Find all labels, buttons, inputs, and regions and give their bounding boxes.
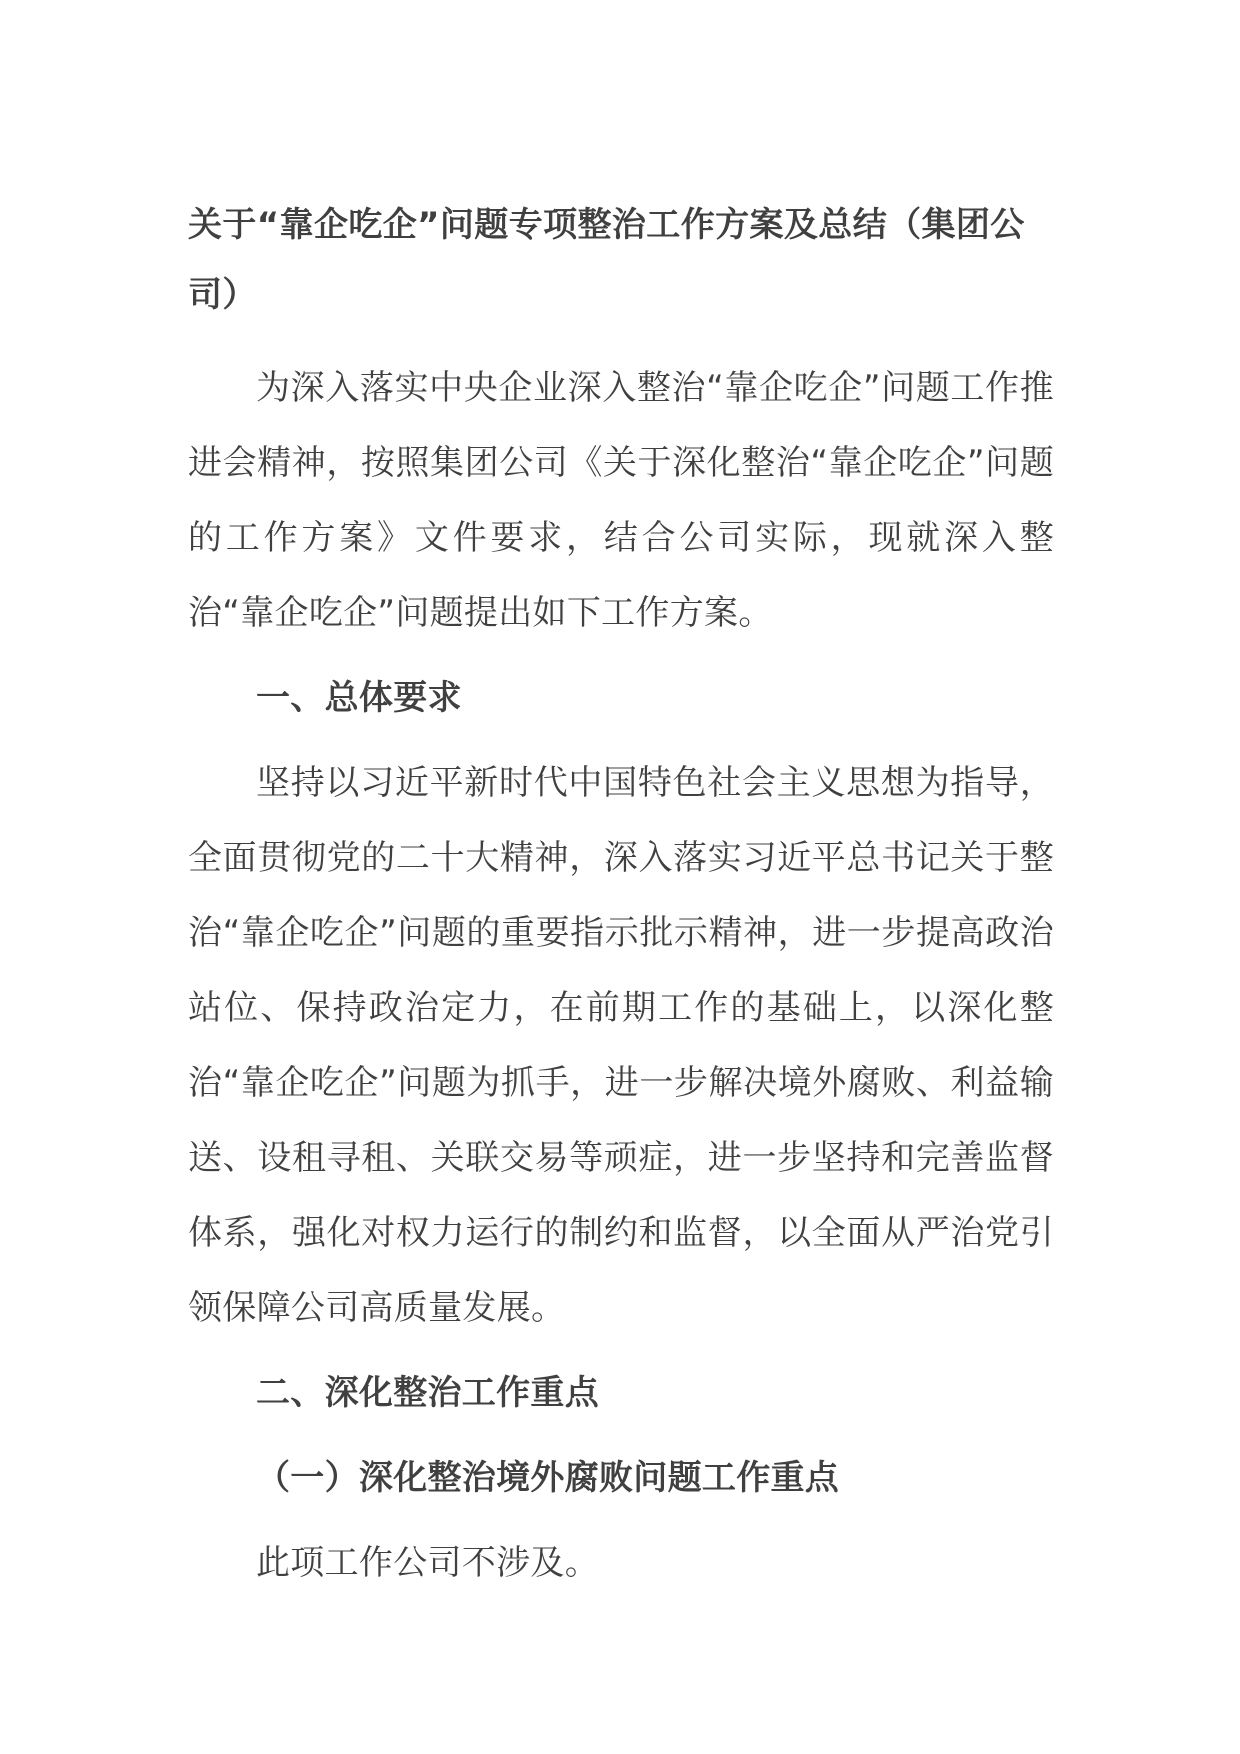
subsection-heading-overseas-corruption: （一）深化整治境外腐败问题工作重点 — [256, 1458, 840, 1498]
subsection-body-overseas-corruption: 此项工作公司不涉及。 — [256, 1543, 599, 1583]
intro-paragraph: 为深入落实中央企业深入整治“靠企吃企”问题工作推进会精神，按照集团公司《关于深化整治“靠企吃企”问题的工作方案》文件要求，结合公司实际，现就深入整治“靠企吃企”问题提出如下工作方案。 — [188, 368, 1054, 633]
section-body-general-requirements: 坚持以习近平新时代中国特色社会主义思想为指导，全面贯彻党的二十大精神，深入落实习近平总书记关于整治“靠企吃企”问题的重要指示批示精神，进一步提高政治站位、保持政治定力，在前期工作的基础上，以深化整治“靠企吃企”问题为抓手，进一步解决境外腐败、利益输送、设租寻租、关联交易等顽症，进一步坚持和完善监督体系，强化对权力运行的制约和监督，以全面从严治党引领保障公司高质量发展。 — [188, 763, 1054, 1328]
section-heading-general-requirements: 一、总体要求 — [256, 678, 462, 718]
section-heading-key-tasks: 二、深化整治工作重点 — [256, 1373, 599, 1413]
document-page — [188, 200, 1054, 1601]
document-title: 关于“靠企吃企”问题专项整治工作方案及总结（集团公司） — [188, 205, 1025, 315]
